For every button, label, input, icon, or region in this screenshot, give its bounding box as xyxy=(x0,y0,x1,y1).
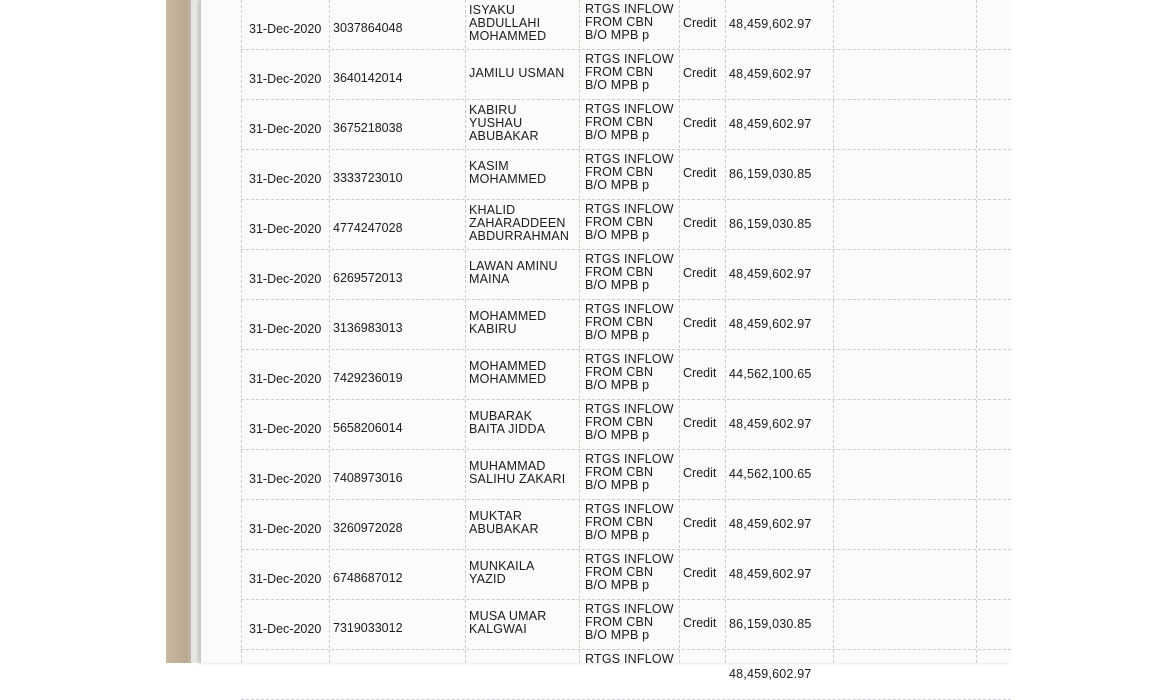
description-line: FROM CBN xyxy=(585,165,654,179)
beneficiary-name-line: SALIHU ZAKARI xyxy=(469,472,566,486)
description-line: FROM CBN xyxy=(585,415,654,429)
description-line: B/O MPB p xyxy=(585,378,650,392)
table-row xyxy=(201,350,1011,400)
description-line: RTGS INFLOW xyxy=(585,2,674,16)
description-line: FROM CBN xyxy=(585,615,654,629)
description-line: FROM CBN xyxy=(585,115,654,129)
table-row xyxy=(201,650,1011,700)
table-row xyxy=(201,100,1011,150)
transaction-type-cell: Credit xyxy=(683,216,717,230)
amount-cell: 48,459,602.97 xyxy=(729,67,812,81)
description-line: FROM CBN xyxy=(585,15,654,29)
beneficiary-name-line: YAZID xyxy=(469,572,506,586)
date-cell: 31-Dec-2020 xyxy=(249,622,322,636)
description-line: RTGS INFLOW xyxy=(585,52,674,66)
amount-cell: 48,459,602.97 xyxy=(729,17,812,31)
description-line: B/O MPB p xyxy=(585,328,650,342)
date-cell: 31-Dec-2020 xyxy=(249,472,322,486)
description-line: B/O MPB p xyxy=(585,478,650,492)
beneficiary-name-line: MUHAMMAD xyxy=(469,459,546,473)
transaction-type-cell: Credit xyxy=(683,266,717,280)
beneficiary-name-line: KABIRU xyxy=(469,103,517,117)
beneficiary-name-line: MUKTAR xyxy=(469,509,523,523)
beneficiary-name-line: MUBARAK xyxy=(469,409,533,423)
account-number-cell: 6269572013 xyxy=(333,271,403,285)
transaction-type-cell: Credit xyxy=(683,166,717,180)
description-line: FROM CBN xyxy=(585,265,654,279)
date-cell: 31-Dec-2020 xyxy=(249,272,322,286)
description-line: RTGS INFLOW xyxy=(585,252,674,266)
date-cell: 31-Dec-2020 xyxy=(249,122,322,136)
transaction-type-cell: Credit xyxy=(683,416,717,430)
description-line: FROM CBN xyxy=(585,65,654,79)
account-number-cell: 4774247028 xyxy=(333,221,403,235)
table-row xyxy=(201,150,1011,200)
transaction-type-cell: Credit xyxy=(683,16,717,30)
description-line: FROM CBN xyxy=(585,565,654,579)
statement-page xyxy=(200,0,1011,681)
account-number-cell: 3037864048 xyxy=(333,21,403,35)
date-cell: 31-Dec-2020 xyxy=(249,72,322,86)
description-line: B/O MPB p xyxy=(585,228,650,242)
description-line: B/O MPB p xyxy=(585,528,650,542)
account-number-cell: 7408973016 xyxy=(333,471,403,485)
description-line: RTGS INFLOW xyxy=(585,302,674,316)
beneficiary-name-line: BAITA JIDDA xyxy=(469,422,546,436)
date-cell: 31-Dec-2020 xyxy=(249,172,322,186)
description-line: B/O MPB p xyxy=(585,178,650,192)
date-cell: 31-Dec-2020 xyxy=(249,322,322,336)
beneficiary-name-line: KABIRU xyxy=(469,322,517,336)
amount-cell: 86,159,030.85 xyxy=(729,167,812,181)
transaction-type-cell: Credit xyxy=(683,366,717,380)
transaction-type-cell: Credit xyxy=(683,66,717,80)
description-line: B/O MPB p xyxy=(585,278,650,292)
date-cell: 31-Dec-2020 xyxy=(249,422,322,436)
beneficiary-name-line: KASIM xyxy=(469,159,509,173)
account-number-cell: 3640142014 xyxy=(333,71,403,85)
description-line: RTGS INFLOW xyxy=(585,652,674,666)
amount-cell: 44,562,100.65 xyxy=(729,367,812,381)
description-line: B/O MPB p xyxy=(585,578,650,592)
beneficiary-name-line: MAINA xyxy=(469,272,510,286)
beneficiary-name-line: ABUBAKAR xyxy=(469,129,539,143)
table-row xyxy=(201,300,1011,350)
transaction-type-cell: Credit xyxy=(683,616,717,630)
account-number-cell: 3260972028 xyxy=(333,521,403,535)
description-line: FROM CBN xyxy=(585,515,654,529)
date-cell: 31-Dec-2020 xyxy=(249,522,322,536)
amount-cell: 48,459,602.97 xyxy=(729,317,812,331)
beneficiary-name-line: ABUBAKAR xyxy=(469,522,539,536)
table-row xyxy=(201,200,1011,250)
description-line: FROM CBN xyxy=(585,365,654,379)
table-row xyxy=(201,450,1011,500)
table-row xyxy=(201,50,1011,100)
description-line: RTGS INFLOW xyxy=(585,102,674,116)
amount-cell: 48,459,602.97 xyxy=(729,517,812,531)
description-line: RTGS INFLOW xyxy=(585,352,674,366)
beneficiary-name-line: MUNKAILA xyxy=(469,559,535,573)
beneficiary-name-line: JAMILU USMAN xyxy=(469,66,565,80)
beneficiary-name-line: MOHAMMED xyxy=(469,372,547,386)
amount-cell: 44,562,100.65 xyxy=(729,467,812,481)
account-number-cell: 6748687012 xyxy=(333,571,403,585)
description-line: FROM CBN xyxy=(585,215,654,229)
beneficiary-name-line: MOHAMMED xyxy=(469,29,547,43)
beneficiary-name-line: MOHAMMED xyxy=(469,309,547,323)
account-number-cell: 5658206014 xyxy=(333,421,403,435)
amount-cell: 48,459,602.97 xyxy=(729,417,812,431)
beneficiary-name-line: KALGWAI xyxy=(469,622,527,636)
beneficiary-name-line: KHALID xyxy=(469,203,516,217)
account-number-cell: 7429236019 xyxy=(333,371,403,385)
description-line: RTGS INFLOW xyxy=(585,502,674,516)
description-line: RTGS INFLOW xyxy=(585,602,674,616)
amount-cell: 48,459,602.97 xyxy=(729,267,812,281)
description-line: FROM CBN xyxy=(585,465,654,479)
description-line: RTGS INFLOW xyxy=(585,452,674,466)
description-line: RTGS INFLOW xyxy=(585,152,674,166)
description-line: B/O MPB p xyxy=(585,78,650,92)
account-number-cell: 7319033012 xyxy=(333,621,403,635)
table-row xyxy=(201,550,1011,600)
beneficiary-name-line: ABDURRAHMAN xyxy=(469,229,570,243)
description-line: B/O MPB p xyxy=(585,628,650,642)
description-line: B/O MPB p xyxy=(585,128,650,142)
description-line: B/O MPB p xyxy=(585,428,650,442)
beneficiary-name-line: YUSHAU xyxy=(469,116,523,130)
table-row xyxy=(201,600,1011,650)
account-number-cell: 3136983013 xyxy=(333,321,403,335)
date-cell: 31-Dec-2020 xyxy=(249,22,322,36)
description-line: B/O MPB p xyxy=(585,28,650,42)
beneficiary-name-line: ISYAKU xyxy=(469,3,516,17)
transaction-type-cell: Credit xyxy=(683,116,717,130)
table-row xyxy=(201,0,1011,50)
date-cell: 31-Dec-2020 xyxy=(249,572,322,586)
beneficiary-name-line: ABDULLAHI xyxy=(469,16,541,30)
date-cell: 31-Dec-2020 xyxy=(249,222,322,236)
transaction-type-cell: Credit xyxy=(683,316,717,330)
table-row xyxy=(201,500,1011,550)
amount-cell: 48,459,602.97 xyxy=(729,117,812,131)
table-row xyxy=(201,250,1011,300)
transaction-type-cell: Credit xyxy=(683,516,717,530)
beneficiary-name-line: LAWAN AMINU xyxy=(469,259,558,273)
description-line: RTGS INFLOW xyxy=(585,402,674,416)
account-number-cell: 3333723010 xyxy=(333,171,403,185)
transaction-type-cell: Credit xyxy=(683,466,717,480)
amount-cell: 48,459,602.97 xyxy=(729,567,812,581)
beneficiary-name-line: MOHAMMED xyxy=(469,359,547,373)
date-cell: 31-Dec-2020 xyxy=(249,372,322,386)
beneficiary-name-line: MUSA UMAR xyxy=(469,609,547,623)
amount-cell: 48,459,602.97 xyxy=(729,667,812,681)
table-row xyxy=(201,400,1011,450)
beneficiary-name-line: ZAHARADDEEN xyxy=(469,216,566,230)
amount-cell: 86,159,030.85 xyxy=(729,217,812,231)
description-line: RTGS INFLOW xyxy=(585,202,674,216)
amount-cell: 86,159,030.85 xyxy=(729,617,812,631)
description-line: FROM CBN xyxy=(585,315,654,329)
account-number-cell: 3675218038 xyxy=(333,121,403,135)
beneficiary-name-line: MOHAMMED xyxy=(469,172,547,186)
description-line: RTGS INFLOW xyxy=(585,552,674,566)
transaction-type-cell: Credit xyxy=(683,566,717,580)
